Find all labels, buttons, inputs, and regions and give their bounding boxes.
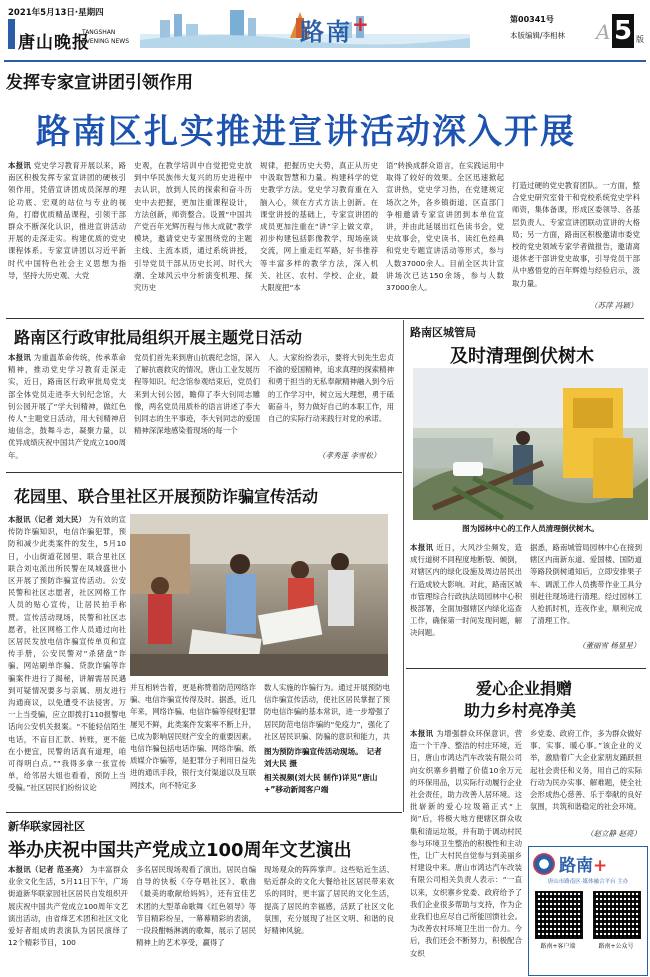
story3-tag: 本报讯（记者 刘大民） — [8, 515, 86, 524]
right-mid-tag: 本报讯 — [410, 729, 434, 738]
story3-col-2 — [130, 682, 256, 810]
divider-story3 — [6, 812, 402, 813]
story2-col-1 — [8, 352, 126, 462]
page-number — [612, 14, 634, 48]
lead-col-3 — [260, 160, 378, 316]
right-top-tag: 本报讯 — [410, 543, 434, 552]
right-mid-col-2 — [530, 728, 642, 826]
bottom-col-1 — [8, 864, 128, 974]
page-letter: A — [596, 20, 611, 44]
lead-col-1-text: 党史学习教育开展以来，路南区积极发挥专家宣讲团的硬核引领作用，凭借宣讲团成员深厚的理论功底、宏观的站位与专业的视角，打磨优质精品课程，引领干部群众不断深化认识，推进宣讲活动开展的走深走实。构建优质的党史课程体系。专家宣讲团以习近平新时代中国特色社会主义思想为指导，坚持大历史观、大党 — [8, 161, 126, 280]
bottom-kicker: 新华联家园社区 — [8, 820, 85, 833]
right-mid-headline-2: 助力乡村亮净美 — [464, 701, 577, 720]
qr-app-label: 路南+客户端 — [540, 943, 576, 950]
section-logo — [300, 12, 371, 47]
story2-col-3-text: 人。大家纷纷表示，要将大钊先生忠贞不渝的爱国精神，追求真理的探索精神和勇于担当的无私奉献精神融入到今后的工作学习中，树立远大理想，勇于砥砺奋斗，努力做好自己的本职工作，用自己的实际行动来践行对党的承诺。 — [268, 353, 394, 424]
lead-kicker: 发挥专家宣讲团引领作用 — [6, 73, 193, 93]
right-top-col-2-text: 据悉，路南城管局园林中心在接到辖区内南新东道、爱国楼、国防道等路段倒树通知后，立即安排果子车、调派工作人员携带作业工具分别赶往现场进行清理。经过园林工人抢抓时机，连夜作业，顺利完成了清理工作。 — [530, 543, 642, 626]
right-mid-col-1 — [410, 728, 522, 974]
right-mid-col-1-text: 为增强群众环保意识，营造一个干净、整洁的村庄环境，近日，唐山市鸿达汽车改装有限公司向女织寨乡捐赠了价值10余万元的环保用品，以实际行动履行企业社会责任，助力改善人居环境。这批崭新的爱心垃圾箱正式“上岗”后，将极大地方便辖区群众收集和清运垃圾，并有助于调动村民参与环境卫生整治的积极性和主动性，让广大村民自觉参与到美丽乡村建设中来。唐山市鸿达汽车改装有限公司相关负责人表示：“一直以来，女织寨乡党委、政府给予了我们企业很多帮助与支持，作为企业我们也应尽自己所能回馈社会。为改善农村环境卫生出一份力。今后，我们还会不断努力，积极配合女织 — [410, 729, 522, 958]
lead-tag: 本报讯 — [8, 161, 32, 170]
masthead — [0, 0, 650, 62]
lead-col-2-text: 史观，在教学培训中自觉把党史放到中华民族伟大复兴的历史进程中去认识，放到人民的探索和奋斗历史中去把握，更加注重课程设计，方法创新，师资整合。设置“中国共产党百年光辉历程与伟大成就”教学模块，邀请党史专家围绕党的主题主线、主流本质，通过系统讲授，引导党员干部从历史长河、时代大潮、全球风云中分析演变机理、探究历史 — [134, 161, 252, 293]
lead-col-4 — [386, 160, 504, 316]
story2-col-2-text: 党员们首先来到唐山抗震纪念馆，深入了解抗震救灾的情况，唐山工业发展历程等知识。纪念馆参观结束后，党员们来到大钊公园，瞻仰了李大钊同志雕像，两名党员用质朴的语言讲述了李大钊同志的生平事迹，李大钊同志的爱国精神深深地感染着现场的每一个 — [134, 353, 260, 436]
lead-headline: 路南区扎实推进宣讲活动深入开展 — [36, 112, 576, 152]
lead-col-2 — [134, 160, 252, 316]
story2-col-3 — [268, 352, 394, 450]
lead-byline: （苏萍 冯颖） — [590, 301, 638, 310]
lead-col-1 — [8, 160, 126, 316]
right-top-kicker: 路南区城管局 — [410, 326, 476, 339]
right-top-col-2 — [530, 542, 642, 642]
issue-number: 第00341号 — [510, 15, 554, 24]
story3-col-3-text: 数人实施的诈骗行为。通过开展预防电信诈骗宣传活动，使社区居民掌握了预防电信诈骗的基本常识，进一步增强了居民防范电信诈骗的“免疫力”，强化了社区居民识骗、防骗的意识和能力，共 — [264, 683, 390, 741]
divider-right-top — [406, 668, 646, 669]
section-plus: + — [352, 12, 371, 36]
story2-col-1-text: 为重温革命传统，传承革命精神，推动党史学习教育走深走实，近日，路南区行政审批局党支部全体党员走进李大钊纪念馆，大钊公园开展了“学大钊精神，做红色传人”主题党日活动，用大钊精神启迪信念，鼓舞斗志，凝聚力量，以优异成绩庆祝中国共产党成立100周年。 — [8, 353, 126, 460]
page-editor: 本版编辑/李相林 — [510, 31, 566, 40]
page-number-value: 5 — [613, 16, 633, 46]
qr-code-app — [535, 891, 583, 939]
right-mid-byline: （赵立静 赵亮） — [586, 829, 641, 838]
qr-code-wechat — [593, 891, 641, 939]
date-line: 2021年5月13日·星期四 — [8, 8, 104, 18]
story3-related-video: 相关视频(刘大民 制作)详见“唐山+”移动新闻客户端 — [264, 773, 378, 794]
right-top-photo — [413, 368, 648, 520]
promo-brand-text: 路南 — [559, 856, 593, 876]
right-top-byline: （董丽雪 杨显星） — [578, 641, 641, 650]
divider-lead — [6, 318, 644, 319]
promo-box — [528, 846, 648, 976]
story2-byline: （孝秀莲 李雪松） — [318, 451, 381, 460]
bottom-col-2-text: 多名居民现场观看了演出。居民自编自导的快板《夺夺唱社区》、歌曲《最美的歌献给妈妈》，还有宜佳艺术团的大型革命歌舞《红色领导》等节目精彩纷呈，一幕幕精彩的表演，一段段酣畅淋漓的歌舞，展示了居民精神上的艺术享受，赢得了 — [136, 865, 256, 948]
qr-wechat-label: 路南+公众号 — [598, 943, 634, 950]
story3-col-1 — [8, 514, 126, 810]
right-top-photo-scene — [413, 368, 648, 520]
story3-photo-caption: 图为预防诈骗宣传活动现场。 记者 刘大民 摄 — [264, 747, 382, 768]
divider-vertical — [403, 320, 404, 812]
story2-tag: 本报讯 — [8, 353, 32, 362]
story3-headline: 花园里、联合里社区开展预防诈骗宣传活动 — [14, 487, 319, 506]
story3-col-2-text: 并互相转告着，更是称赞着防范网络诈骗、电信诈骗宣传得及时。据悉，近几年来，网络诈骗、电信诈骗等侵财犯罪屡见不鲜，此类案件发案率不断上升，已成为影响居民财产安全的重要因素。电信诈骗包括电话诈骗、网络诈骗、纸质媒介诈骗等，是犯罪分子利用日益先进的通讯手段，银行支付渠道以及互联网技术，向不特定多 — [130, 683, 256, 790]
paper-name: 唐山晚报 — [18, 33, 90, 53]
right-mid-headline-1: 爱心企业捐赠 — [476, 679, 573, 698]
right-top-headline: 及时清理倒伏树木 — [450, 346, 594, 367]
lead-col-4-text: 语”转换成群众语言，在实践运用中取得了较好的效果。全区迅速掀起宣讲热，党史学习热，在党建规定场次之外，各乡镇街道、区直部门争相邀请专家宣讲团到本单位宣讲，并由此延展出红色读书会，党史故事会，党史读书、读红色经典和党史专题宣讲活动等形式，参与人数37000余人。目前全区共计宣讲场次已达150余场，参与人数37000余人。 — [386, 161, 504, 293]
page-suffix: 版 — [636, 35, 644, 44]
section-name: 路南 — [300, 18, 352, 46]
masthead-bar — [8, 19, 15, 49]
promo-brand — [559, 851, 607, 876]
right-mid-col-2-text: 乡党委、政府工作，多为群众做好事、实事、暖心事。”该企业的义举，激励着广大企业家朋友踊跃担起社会责任和义务，用自己的实际行动为民办实事、解难题，使全社会形成热心慈善、乐于奉献的良好氛围，共筑和谐稳定的社会环境。 — [530, 729, 642, 812]
bottom-col-1-text: 为丰富群众业余文化生活，5月11日下午，广场街道新华联家园社区居民自发组织开展庆祝中国共产党成立100周年文艺演出活动，由省烽艺术团和社区文化爱好者组成的表演队为居民演绎了12个精彩节目，100 — [8, 865, 128, 948]
bottom-headline: 举办庆祝中国共产党成立100周年文艺演出 — [8, 840, 352, 861]
right-top-photo-caption: 图为园林中心的工作人员清理倒伏树木。 — [462, 524, 599, 533]
lead-col-5-text: 打造过硬的党史教育团队。一方面，整合党史研究室骨干和党校系统党史学科师资，集体备课，形成区委领导、各基层负责人、专家宣讲团联动宣讲的大格局；另一方面，路南区积极邀请市委党校的党史领域专家学者做报告，邀请离退休老干部讲党史故事，引导党员干部从中感悟党的百年辉煌与经验启示，汲取力量。 — [512, 181, 640, 288]
story3-col-1-text: 为有效的宣传防诈骗知识，电信诈骗犯罪，预防和减少此类案件的发生，5月10日，小山街道花园里、联合里社区联合刘屯派出所民警在凤城盛世小区开展了预防诈骗宣传活动。公安民警和社区志愿者，社区网格工作人员的贴心宣传，让居民拍手称赞。宣传活动现场，民警和社区志愿者，社区网格工作人员通过向社区居民发放电信诈骗宣传单页和宣传手册，公安民警对“杀猪盘”诈骗、网站刷单诈骗、贷款诈骗等诈骗案件进行了揭秘，讲解需居民遇到可疑情况要多与亲属、朋友进行沟通商议，以免遭受不法侵害。万一上当受骗，应立即拨打110报警电话向公安机关报案。“不能轻信陌生电话，不盲目汇款、转账，更不能在小便宜，民警的话真有道理，咱可得明白点。”“我得多拿一张宣传单，给邻居大姐也看看，预防上当受骗。”社区居民们纷纷议论 — [8, 515, 126, 793]
story3-col-3 — [264, 682, 390, 744]
masthead-rule — [4, 60, 646, 62]
bottom-col-2 — [136, 864, 256, 974]
right-top-col-1 — [410, 542, 522, 660]
paper-en: EVENING NEWS — [82, 38, 130, 45]
promo-icon — [533, 853, 555, 875]
promo-plus: + — [593, 856, 608, 876]
story2-col-2 — [134, 352, 260, 462]
story3-photo-scene — [130, 514, 388, 676]
story3-photo — [130, 514, 388, 676]
lead-col-5 — [512, 180, 640, 300]
paper-pinyin: TANGSHAN — [82, 29, 116, 36]
bottom-col-3-text: 现场观众的阵阵掌声。这些贴近生活、贴近群众的文化大餐给社区居民带来欢乐的同时，更丰富了居民的文化生活，提高了居民的幸福感，活跃了社区文化氛围，充分展现了社区文明、和谐的良好精神风貌。 — [264, 865, 394, 936]
right-top-col-1-text: 近日，大风沙尘频发，造成行道树不同程度地断裂、倾倒，对辖区内的绿化设施及周边居民出行造成较大影响。对此，路南区城市管理综合行政执法局园林中心积极部署，全面加强辖区内绿化巡查工作，确保第一时间发现问题，解决问题。 — [410, 543, 522, 638]
bottom-tag: 本报讯（记者 范圣亮） — [8, 865, 88, 874]
promo-slogan: 唐山市路南区·媒体融合平台 主办 — [547, 879, 629, 885]
story2-headline: 路南区行政审批局组织开展主题党日活动 — [14, 328, 303, 347]
bottom-col-3 — [264, 864, 394, 974]
lead-col-3-text: 规律，把握历史大势，真正从历史中汲取智慧和力量。构建科学的党史教学方法。党史学习教育重在入脑入心，须在方式方法上创新。在课堂讲授的基础上，专家宣讲团的成员更加注重在“讲”字上做文章，初步构建包括影像教学、现场座谈交流，网上重走红军路，好书推荐等丰富多样的教学方法，深入机关、社区、农村、学校、企业，最大限度把“本 — [260, 161, 378, 293]
divider-story2 — [6, 472, 402, 473]
